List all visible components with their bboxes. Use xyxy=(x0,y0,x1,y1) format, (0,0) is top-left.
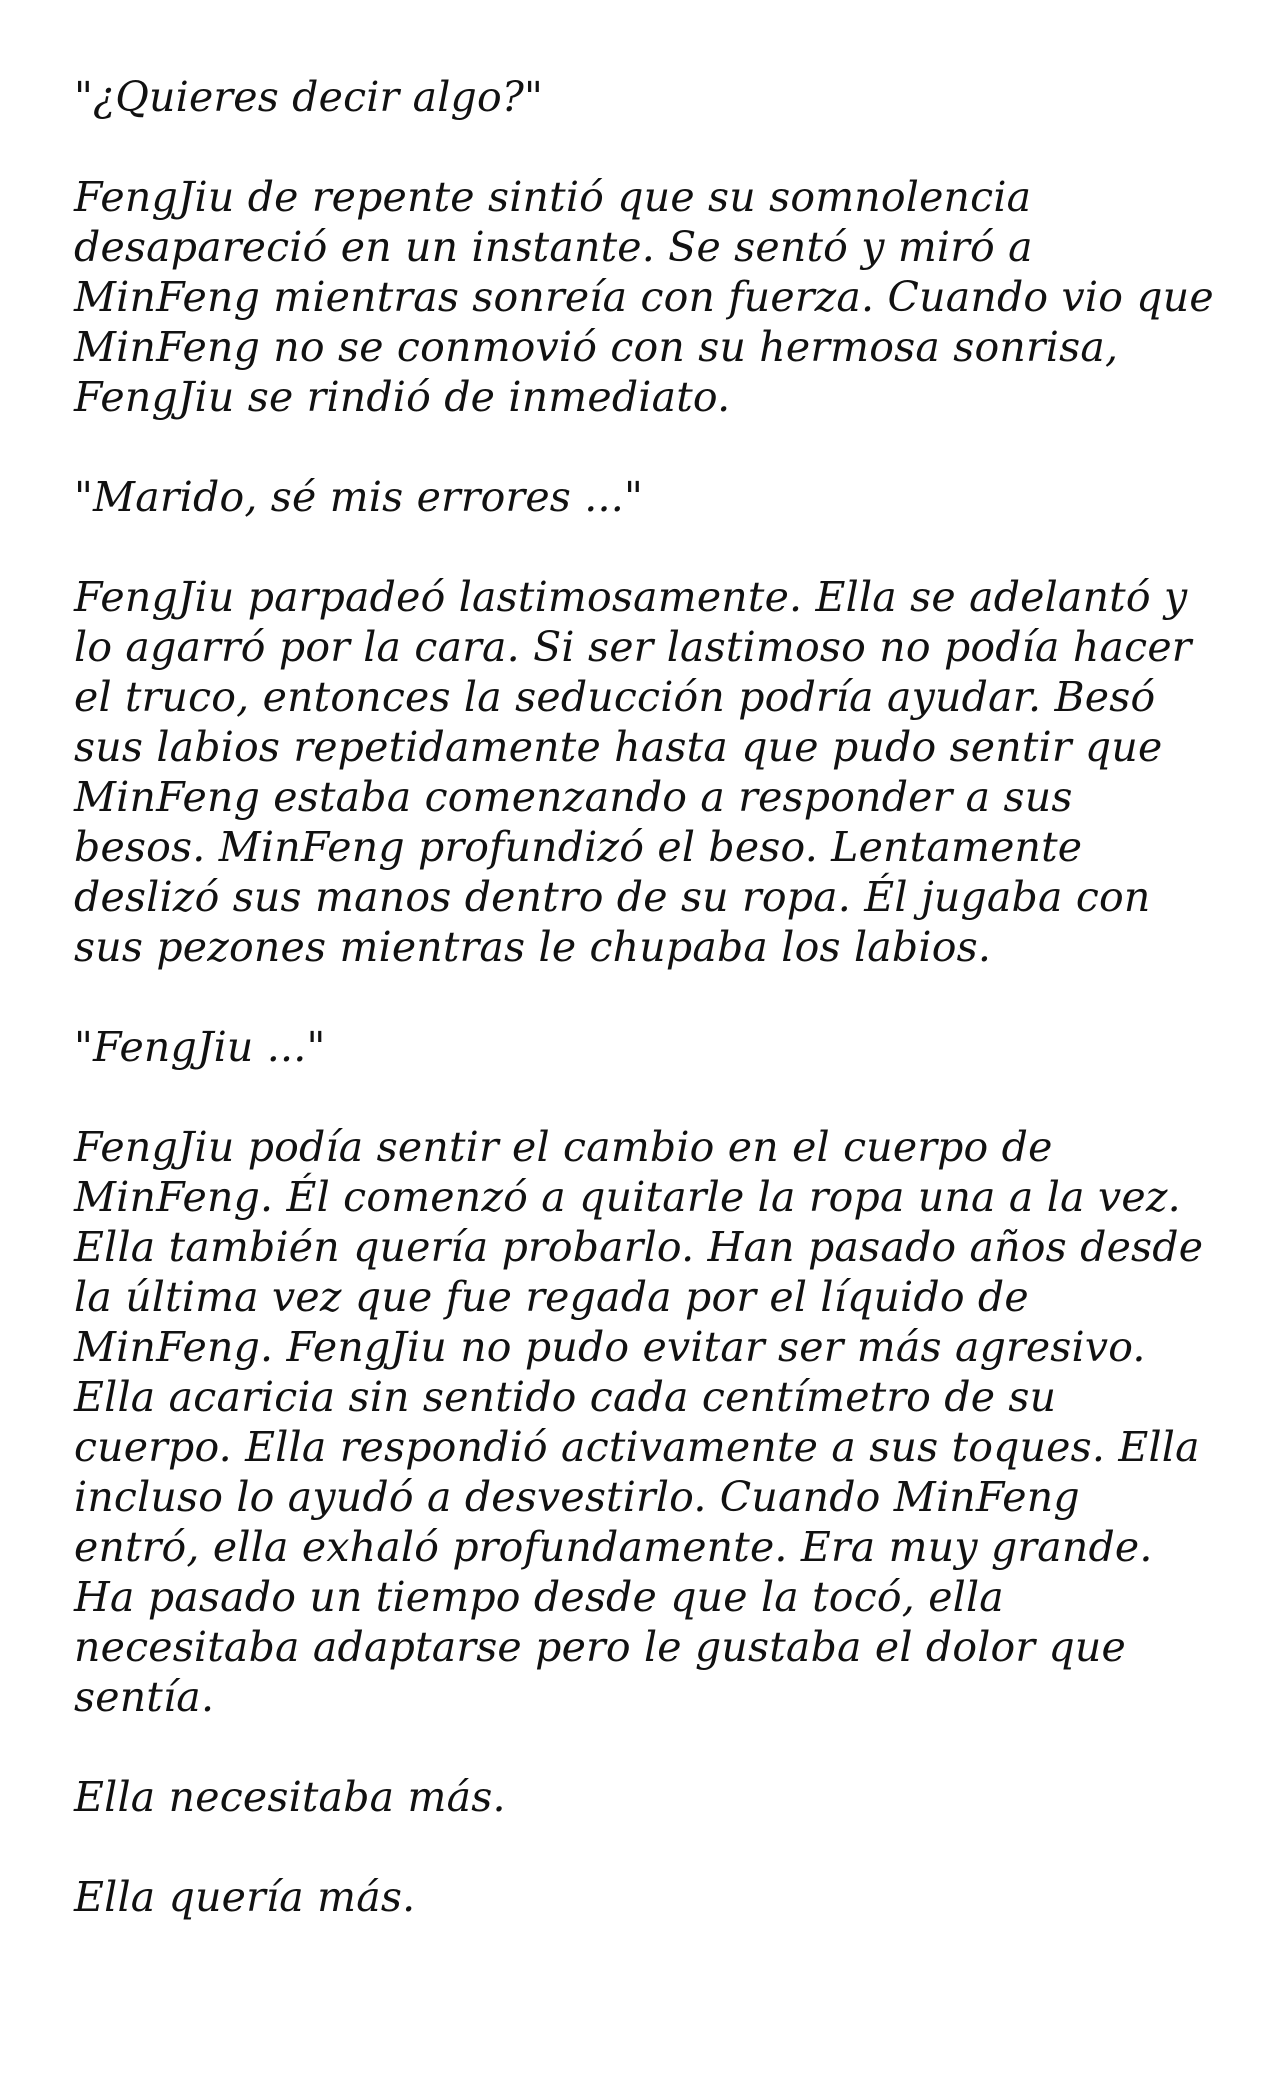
paragraph-fengjiu-awake: FengJiu de repente sintió que su somnolencia desapareció en un instante. Se sentó y miró a MinFeng mientras sonreía con fuerza. Cuando vio que MinFeng no se conmovió con su hermosa sonrisa, FengJiu se rindió de inmediato. xyxy=(74,173,1214,421)
paragraph-body-change: FengJiu podía sentir el cambio en el cuerpo de MinFeng. Él comenzó a quitarle la ropa una a la vez. Ella también quería probarlo. Han pasado años desde la última vez que fue regada por el líquido de MinFeng. FengJiu no pudo evitar ser más agresivo. Ella acaricia sin sentido cada centímetro de su cuerpo. Ella respondió activamente a sus toques. Ella incluso lo ayudó a desvestirlo. Cuando MinFeng entró, ella exhaló profundamente. Era muy grande. Ha pasado un tiempo desde que la tocó, ella necesitaba adaptarse pero le gustaba el dolor que sentía. xyxy=(74,1123,1204,1721)
paragraph-needed-more: Ella necesitaba más. xyxy=(74,1773,506,1821)
paragraph-wanted-more: Ella quería más. xyxy=(74,1873,416,1921)
paragraph-fengjiu-call: "FengJiu ..." xyxy=(74,1023,326,1071)
paragraph-seduction: FengJiu parpadeó lastimosamente. Ella se adelantó y lo agarró por la cara. Si ser lastimoso no podía hacer el truco, entonces la seducción podría ayudar. Besó sus labios repetidamente hasta que pudo sentir que MinFeng estaba comenzando a responder a sus besos. MinFeng profundizó el beso. Lentamente deslizó sus manos dentro de su ropa. Él jugaba con sus pezones mientras le chupaba los labios. xyxy=(74,573,1192,971)
document-body xyxy=(74,72,1214,1922)
paragraph-marido: "Marido, sé mis errores ..." xyxy=(74,473,644,521)
paragraph-question: "¿Quieres decir algo?" xyxy=(74,73,544,121)
